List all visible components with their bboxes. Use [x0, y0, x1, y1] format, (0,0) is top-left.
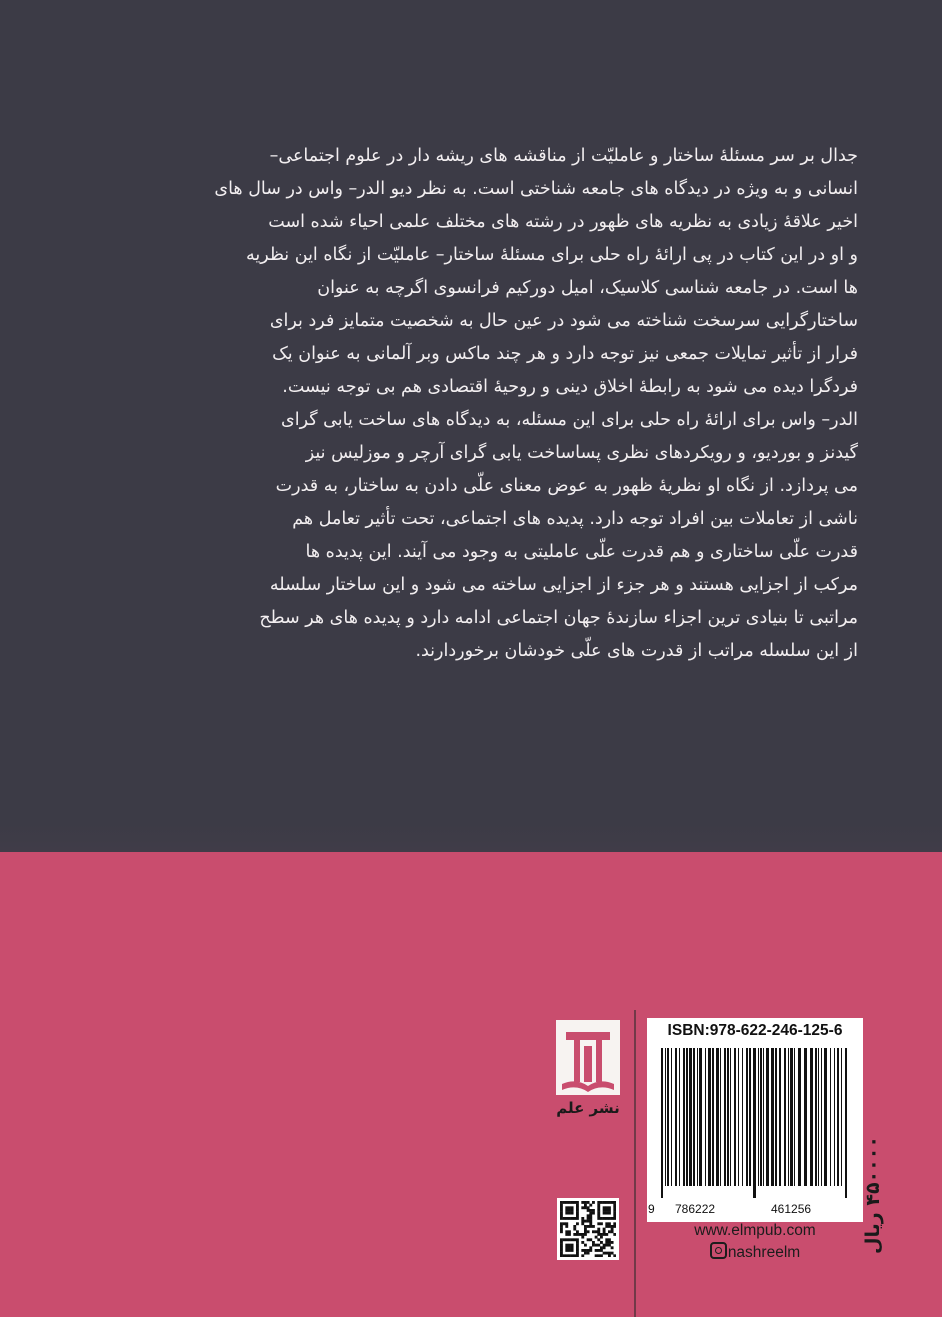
- instagram-handle-text: nashreelm: [727, 1244, 801, 1261]
- barcode-bar: [837, 1048, 839, 1186]
- qr-module: [573, 1217, 576, 1220]
- qr-module: [589, 1209, 592, 1212]
- qr-module: [603, 1246, 606, 1249]
- qr-module: [597, 1233, 600, 1236]
- qr-module: [589, 1249, 592, 1252]
- qr-code-icon[interactable]: [557, 1198, 619, 1260]
- qr-module: [589, 1246, 592, 1249]
- qr-module: [600, 1246, 603, 1249]
- qr-module: [571, 1238, 574, 1241]
- qr-module: [611, 1246, 614, 1249]
- qr-module: [592, 1209, 595, 1212]
- qr-module: [565, 1217, 568, 1220]
- publisher-name: نشر علم: [556, 1099, 620, 1117]
- qr-module: [603, 1230, 606, 1233]
- barcode-bar: [738, 1048, 739, 1186]
- qr-module: [587, 1252, 590, 1255]
- qr-module: [576, 1241, 579, 1244]
- qr-module: [563, 1238, 566, 1241]
- qr-module: [600, 1236, 603, 1239]
- barcode-bar: [671, 1048, 672, 1186]
- barcode-bar: [727, 1048, 729, 1186]
- barcode-bar: [712, 1048, 714, 1186]
- qr-module: [603, 1228, 606, 1231]
- qr-module: [584, 1225, 587, 1228]
- barcode-bar: [720, 1048, 721, 1186]
- qr-module: [592, 1201, 595, 1204]
- qr-module: [563, 1222, 566, 1225]
- qr-module: [600, 1249, 603, 1252]
- barcode-bar: [686, 1048, 688, 1186]
- barcode-bar: [790, 1048, 793, 1186]
- barcode-bar: [771, 1048, 774, 1186]
- blurb-line: فرار از تأثیر تمایلات جمعی نیز توجه دارد و هر چند ماکس وبر آلمانی به عنوان یک: [272, 344, 858, 364]
- qr-module: [600, 1233, 603, 1236]
- barcode-bar: [766, 1048, 769, 1186]
- qr-module: [608, 1241, 611, 1244]
- qr-module: [611, 1201, 614, 1204]
- qr-module: [576, 1254, 579, 1257]
- qr-module: [603, 1209, 606, 1212]
- qr-module: [587, 1217, 590, 1220]
- qr-module: [603, 1201, 606, 1204]
- qr-module: [560, 1225, 563, 1228]
- qr-module: [584, 1201, 587, 1204]
- qr-module: [568, 1201, 571, 1204]
- qr-module: [560, 1241, 563, 1244]
- blurb-line: انسانی و به ویژه در دیدگاه های جامعه شناختی است. به نظر دیو الدر– واس در سال های: [214, 179, 858, 199]
- qr-module: [589, 1225, 592, 1228]
- qr-module: [584, 1206, 587, 1209]
- qr-module: [571, 1254, 574, 1257]
- qr-module: [608, 1222, 611, 1225]
- qr-module: [563, 1217, 566, 1220]
- qr-module: [595, 1230, 598, 1233]
- barcode-bar: [821, 1048, 822, 1186]
- qr-module: [584, 1233, 587, 1236]
- barcode-bar: [730, 1048, 731, 1186]
- qr-module: [597, 1212, 600, 1215]
- qr-module: [568, 1244, 571, 1247]
- qr-module: [560, 1254, 563, 1257]
- qr-module: [560, 1249, 563, 1252]
- qr-module: [573, 1233, 576, 1236]
- qr-module: [576, 1217, 579, 1220]
- barcode-bar: [758, 1048, 759, 1186]
- qr-module: [563, 1254, 566, 1257]
- qr-module: [573, 1228, 576, 1231]
- blurb-line: می پردازد. از نگاه او نظریۀ ظهور به عوض معنای علّی دادن به ساختار، به قدرت: [275, 476, 858, 496]
- barcode-bar: [675, 1048, 677, 1186]
- qr-module: [560, 1238, 563, 1241]
- qr-module: [560, 1209, 563, 1212]
- barcode-bar: [775, 1048, 777, 1186]
- qr-module: [605, 1217, 608, 1220]
- qr-module: [595, 1254, 598, 1257]
- qr-module: [581, 1220, 584, 1223]
- qr-module: [584, 1230, 587, 1233]
- qr-module: [608, 1238, 611, 1241]
- qr-module: [560, 1204, 563, 1207]
- qr-module: [597, 1201, 600, 1204]
- qr-module: [584, 1244, 587, 1247]
- qr-module: [605, 1201, 608, 1204]
- blurb-line: فردگرا دیده می شود به رابطۀ اخلاق دینی و روحیۀ اقتصادی هم بی توجه نیست.: [282, 377, 858, 397]
- qr-module: [565, 1254, 568, 1257]
- qr-module: [603, 1252, 606, 1255]
- qr-module: [576, 1244, 579, 1247]
- qr-module: [587, 1230, 590, 1233]
- qr-module: [581, 1217, 584, 1220]
- qr-module: [597, 1238, 600, 1241]
- qr-module: [603, 1217, 606, 1220]
- qr-module: [581, 1241, 584, 1244]
- qr-module: [565, 1233, 568, 1236]
- qr-module: [613, 1206, 616, 1209]
- qr-module: [581, 1233, 584, 1236]
- qr-module: [587, 1249, 590, 1252]
- qr-module: [611, 1217, 614, 1220]
- price-text: ۴۵۰۰۰۰ ریال: [862, 1136, 884, 1254]
- qr-module: [608, 1252, 611, 1255]
- barcode-bar: [760, 1048, 762, 1186]
- qr-module: [576, 1252, 579, 1255]
- qr-module: [613, 1254, 616, 1257]
- qr-module: [605, 1241, 608, 1244]
- qr-module: [600, 1241, 603, 1244]
- qr-module: [576, 1204, 579, 1207]
- qr-module: [581, 1236, 584, 1239]
- qr-module: [608, 1212, 611, 1215]
- barcode-bar: [665, 1048, 666, 1186]
- qr-module: [565, 1209, 568, 1212]
- qr-module: [571, 1212, 574, 1215]
- qr-module: [573, 1225, 576, 1228]
- qr-module: [560, 1214, 563, 1217]
- blurb-line: گیدنز و بوردیو، و رویکردهای نظری پساساخت یابی گرای آرچر و موزلیس نیز: [305, 443, 858, 463]
- qr-module: [589, 1212, 592, 1215]
- qr-module: [576, 1209, 579, 1212]
- qr-module: [565, 1225, 568, 1228]
- qr-module: [565, 1238, 568, 1241]
- qr-module: [560, 1230, 563, 1233]
- barcode-bar: [661, 1048, 663, 1198]
- qr-module: [592, 1225, 595, 1228]
- isbn-barcode: [647, 1018, 863, 1222]
- qr-module: [613, 1201, 616, 1204]
- qr-module: [611, 1230, 614, 1233]
- qr-module: [571, 1209, 574, 1212]
- qr-module: [587, 1225, 590, 1228]
- barcode-bar: [689, 1048, 692, 1186]
- instagram-icon: [710, 1242, 727, 1259]
- qr-module: [611, 1241, 614, 1244]
- qr-module: [605, 1212, 608, 1215]
- barcode-bar: [746, 1048, 748, 1186]
- barcode-lead-digit: 9: [648, 1202, 655, 1216]
- qr-module: [568, 1212, 571, 1215]
- barcode-bar: [734, 1048, 736, 1186]
- qr-module: [603, 1206, 606, 1209]
- qr-module: [560, 1252, 563, 1255]
- publisher-website-link[interactable]: www.elmpub.com: [694, 1222, 816, 1239]
- qr-module: [597, 1244, 600, 1247]
- qr-module: [568, 1249, 571, 1252]
- qr-module: [611, 1228, 614, 1231]
- qr-module: [576, 1246, 579, 1249]
- barcode-bar: [784, 1048, 786, 1186]
- qr-module: [560, 1228, 563, 1231]
- publisher-logo-icon: [556, 1020, 620, 1095]
- qr-module: [581, 1249, 584, 1252]
- qr-module: [605, 1252, 608, 1255]
- qr-module: [565, 1249, 568, 1252]
- barcode-bar: [716, 1048, 719, 1186]
- qr-module: [597, 1254, 600, 1257]
- qr-module: [576, 1214, 579, 1217]
- qr-module: [597, 1204, 600, 1207]
- barcode-bar: [693, 1048, 695, 1186]
- qr-module: [560, 1206, 563, 1209]
- qr-module: [565, 1230, 568, 1233]
- blurb-line: جدال بر سر مسئلۀ ساختار و عاملیّت از مناقشه های ریشه دار در علوم اجتماعی–: [269, 146, 858, 166]
- qr-module: [565, 1244, 568, 1247]
- barcode-bar: [679, 1048, 680, 1186]
- qr-module: [613, 1217, 616, 1220]
- qr-module: [584, 1220, 587, 1223]
- qr-module: [603, 1212, 606, 1215]
- qr-module: [584, 1249, 587, 1252]
- qr-module: [565, 1246, 568, 1249]
- qr-module: [571, 1206, 574, 1209]
- qr-module: [595, 1244, 598, 1247]
- isbn-label: ISBN:978-622-246-125-6: [667, 1022, 843, 1039]
- qr-module: [563, 1201, 566, 1204]
- qr-module: [589, 1217, 592, 1220]
- qr-module: [560, 1244, 563, 1247]
- barcode-bar: [815, 1048, 817, 1186]
- qr-module: [571, 1201, 574, 1204]
- qr-module: [613, 1212, 616, 1215]
- barcode-bar: [763, 1048, 764, 1186]
- qr-module: [573, 1254, 576, 1257]
- qr-module: [560, 1212, 563, 1215]
- qr-module: [571, 1246, 574, 1249]
- blurb-line: اخیر علاقۀ زیادی به نظریه های ظهور در رشته های مختلف علمی احیاء شده است: [268, 212, 858, 232]
- qr-module: [613, 1209, 616, 1212]
- qr-module: [592, 1241, 595, 1244]
- barcode-bar: [788, 1048, 789, 1186]
- qr-module: [568, 1206, 571, 1209]
- qr-module: [576, 1230, 579, 1233]
- qr-module: [581, 1201, 584, 1204]
- qr-module: [605, 1244, 608, 1247]
- qr-module: [608, 1244, 611, 1247]
- qr-module: [568, 1230, 571, 1233]
- qr-module: [605, 1238, 608, 1241]
- back-cover-blurb: [118, 140, 858, 668]
- qr-module: [605, 1233, 608, 1236]
- qr-module: [560, 1222, 563, 1225]
- qr-module: [579, 1233, 582, 1236]
- qr-module: [587, 1238, 590, 1241]
- qr-module: [573, 1238, 576, 1241]
- vertical-divider-line: [634, 1010, 636, 1317]
- qr-module: [576, 1222, 579, 1225]
- qr-module: [608, 1254, 611, 1257]
- blurb-line: الدر– واس برای ارائۀ راه حلی برای این مسئله، به دیدگاه های ساخت یابی گرای: [281, 410, 858, 430]
- qr-module: [587, 1206, 590, 1209]
- qr-module: [576, 1201, 579, 1204]
- qr-module: [597, 1206, 600, 1209]
- qr-module: [613, 1214, 616, 1217]
- qr-module: [600, 1222, 603, 1225]
- qr-module: [608, 1209, 611, 1212]
- qr-module: [587, 1209, 590, 1212]
- blurb-line: قدرت علّی ساختاری و هم قدرت علّی عاملیتی به وجود می آیند. این پدیده ها: [305, 542, 858, 562]
- barcode-bar: [749, 1048, 751, 1186]
- blurb-line: از این سلسله مراتب از قدرت های علّی خودشان برخوردارند.: [415, 641, 858, 661]
- qr-module: [611, 1252, 614, 1255]
- blurb-line: ناشی از تعاملات بین افراد توجه دارد. پدیده های اجتماعی، تحت تأثیر تعامل هم: [292, 509, 858, 529]
- qr-module: [587, 1201, 590, 1204]
- qr-module: [595, 1236, 598, 1239]
- qr-module: [560, 1201, 563, 1204]
- barcode-bar: [834, 1048, 835, 1186]
- qr-module: [576, 1212, 579, 1215]
- qr-module: [595, 1249, 598, 1252]
- qr-module: [576, 1206, 579, 1209]
- qr-module: [600, 1254, 603, 1257]
- barcode-bar: [742, 1048, 743, 1186]
- qr-module: [597, 1249, 600, 1252]
- barcode-bar: [810, 1048, 813, 1186]
- qr-module: [587, 1220, 590, 1223]
- qr-module: [613, 1204, 616, 1207]
- qr-module: [603, 1244, 606, 1247]
- qr-module: [592, 1230, 595, 1233]
- qr-module: [597, 1217, 600, 1220]
- barcode-bar: [794, 1048, 795, 1186]
- qr-module: [568, 1238, 571, 1241]
- qr-module: [608, 1225, 611, 1228]
- barcode-bar: [724, 1048, 726, 1186]
- qr-module: [600, 1201, 603, 1204]
- qr-module: [565, 1222, 568, 1225]
- barcode-bar: [699, 1048, 702, 1186]
- qr-module: [589, 1222, 592, 1225]
- qr-module: [605, 1222, 608, 1225]
- qr-module: [568, 1209, 571, 1212]
- qr-module: [571, 1244, 574, 1247]
- qr-module: [565, 1206, 568, 1209]
- qr-module: [584, 1228, 587, 1231]
- qr-module: [597, 1214, 600, 1217]
- barcode-bar: [697, 1048, 698, 1186]
- barcode-bar: [830, 1048, 831, 1186]
- qr-module: [565, 1201, 568, 1204]
- barcode-bar: [667, 1048, 669, 1186]
- qr-module: [608, 1201, 611, 1204]
- barcode-bar: [845, 1048, 847, 1198]
- blurb-line: مرکب از اجزایی هستند و هر جزء از اجزایی ساخته می شود و این ساختار سلسله: [269, 575, 858, 595]
- qr-module: [576, 1238, 579, 1241]
- qr-module: [608, 1206, 611, 1209]
- qr-module: [613, 1225, 616, 1228]
- barcode-bar: [798, 1048, 801, 1186]
- barcode-bar: [841, 1048, 842, 1186]
- qr-module: [605, 1209, 608, 1212]
- price-label: [856, 1120, 890, 1270]
- qr-module: [568, 1246, 571, 1249]
- qr-module: [576, 1233, 579, 1236]
- barcode-bar: [824, 1048, 827, 1186]
- instagram-handle[interactable]: [670, 1242, 840, 1262]
- qr-module: [581, 1222, 584, 1225]
- barcode-digits-left: 786222: [675, 1202, 716, 1216]
- blurb-line: مراتبی تا بنیادی ترین اجزاء سازندۀ جهان اجتماعی ادامه دارد و پدیده های هر سطح: [259, 608, 858, 628]
- qr-module: [568, 1217, 571, 1220]
- qr-module: [608, 1230, 611, 1233]
- qr-module: [597, 1209, 600, 1212]
- blurb-line: ها است. در جامعه شناسی کلاسیک، امیل دورکیم فرانسوی اگرچه به عنوان: [317, 278, 858, 298]
- qr-module: [603, 1233, 606, 1236]
- barcode-bar: [818, 1048, 819, 1186]
- barcode-bar: [705, 1048, 706, 1186]
- barcode-bar: [779, 1048, 781, 1186]
- barcode-bar: [804, 1048, 807, 1186]
- qr-module: [613, 1233, 616, 1236]
- qr-module: [613, 1222, 616, 1225]
- qr-module: [560, 1217, 563, 1220]
- qr-module: [592, 1244, 595, 1247]
- qr-module: [565, 1212, 568, 1215]
- qr-module: [589, 1204, 592, 1207]
- qr-module: [571, 1217, 574, 1220]
- qr-module: [597, 1230, 600, 1233]
- qr-module: [589, 1238, 592, 1241]
- qr-module: [605, 1206, 608, 1209]
- qr-module: [587, 1214, 590, 1217]
- qr-module: [560, 1246, 563, 1249]
- qr-module: [592, 1212, 595, 1215]
- qr-module: [584, 1252, 587, 1255]
- qr-module: [571, 1249, 574, 1252]
- qr-module: [581, 1206, 584, 1209]
- qr-module: [568, 1233, 571, 1236]
- qr-module: [608, 1217, 611, 1220]
- qr-module: [597, 1222, 600, 1225]
- qr-module: [600, 1217, 603, 1220]
- barcode-bar: [753, 1048, 756, 1198]
- qr-module: [597, 1228, 600, 1231]
- qr-module: [573, 1201, 576, 1204]
- qr-module: [611, 1225, 614, 1228]
- blurb-line: و او در این کتاب در پی ارائۀ راه حلی برای مسئلۀ ساختار– عاملیّت از نگاه این نظریه: [246, 245, 858, 265]
- qr-module: [605, 1225, 608, 1228]
- qr-module: [589, 1214, 592, 1217]
- qr-module: [589, 1220, 592, 1223]
- qr-module: [581, 1254, 584, 1257]
- qr-module: [576, 1249, 579, 1252]
- qr-module: [584, 1204, 587, 1207]
- barcode-bar: [708, 1048, 711, 1186]
- barcode-digits-right: 461256: [771, 1202, 812, 1216]
- barcode-bar: [683, 1048, 685, 1186]
- qr-module: [568, 1254, 571, 1257]
- blurb-line: ساختارگرایی سرسخت شناخته می شود در عین حال به شخصیت متمایز فرد برای: [269, 311, 858, 331]
